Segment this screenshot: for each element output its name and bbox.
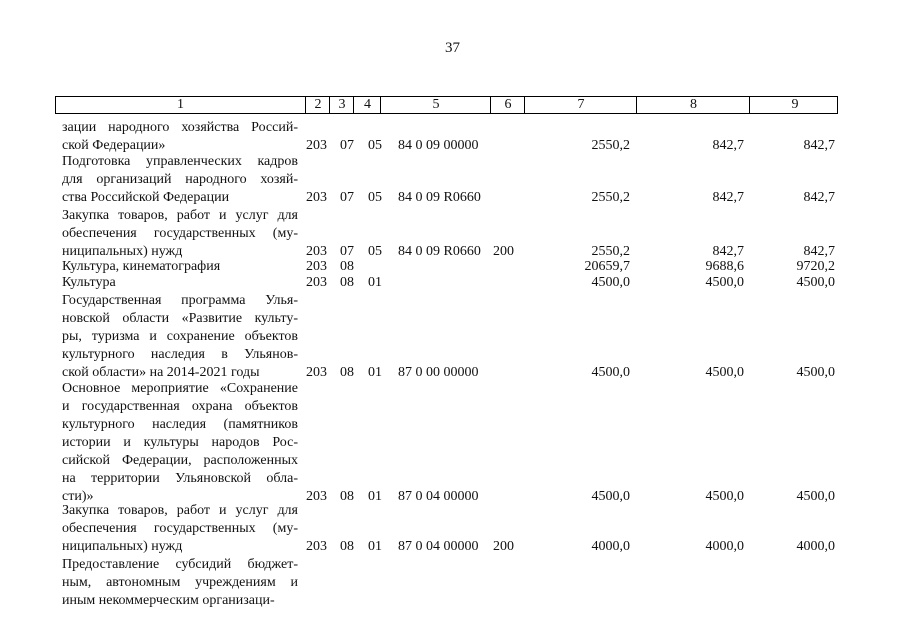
cell-c3: 08 [340, 489, 354, 504]
row-name-line: новской области «Развитие культу- [62, 311, 298, 326]
row-name [62, 502, 298, 556]
cell-c8: 4500,0 [705, 365, 744, 380]
cell-c5: 87 0 04 00000 [398, 539, 479, 554]
row-name [62, 207, 298, 261]
cell-c7: 4500,0 [591, 365, 630, 380]
cell-c9: 4500,0 [796, 489, 835, 504]
header-col-6: 6 [490, 97, 525, 113]
row-name [62, 380, 298, 506]
header-col-9: 9 [749, 97, 840, 113]
row-name-line: культурного наследия в Ульянов- [62, 347, 298, 362]
cell-c9: 842,7 [803, 190, 835, 205]
cell-c4: 05 [368, 190, 382, 205]
row-name-line: ниципальных) нужд [62, 539, 183, 554]
cell-c8: 9688,6 [705, 259, 744, 274]
cell-c2: 203 [306, 539, 327, 554]
row-name-line: Культура, кинематография [62, 259, 221, 274]
header-col-8: 8 [636, 97, 750, 113]
row-name-line: ской Федерации» [62, 138, 166, 153]
row-name-line: ниципальных) нужд [62, 244, 183, 259]
row-name-line: ства Российской Федерации [62, 190, 230, 205]
header-col-5: 5 [380, 97, 491, 113]
cell-c2: 203 [306, 365, 327, 380]
header-col-1: 1 [177, 97, 184, 112]
cell-c2: 203 [306, 259, 327, 274]
cell-c2: 203 [306, 275, 327, 290]
header-col-2: 2 [305, 97, 330, 113]
cell-c7: 2550,2 [591, 244, 630, 259]
cell-c8: 4500,0 [705, 489, 744, 504]
cell-c3: 08 [340, 365, 354, 380]
cell-c9: 9720,2 [796, 259, 835, 274]
cell-c5: 84 0 09 R0660 [398, 190, 481, 205]
row-name-line: Государственная программа Улья- [62, 293, 298, 308]
row-name-line: иным некоммерческим организаци- [62, 593, 275, 608]
cell-c5: 84 0 09 R0660 [398, 244, 481, 259]
cell-c9: 4500,0 [796, 275, 835, 290]
row-name-line: истории и культуры народов Рос- [62, 435, 298, 450]
row-name-line: ской области» на 2014-2021 годы [62, 365, 260, 380]
row-name-line: Предоставление субсидий бюджет- [62, 557, 298, 572]
row-name-line: сти)» [62, 489, 94, 504]
cell-c3: 08 [340, 275, 354, 290]
cell-c7: 20659,7 [584, 259, 630, 274]
cell-c3: 07 [340, 190, 354, 205]
cell-c9: 4000,0 [796, 539, 835, 554]
row-name [62, 119, 298, 155]
cell-c5: 87 0 00 00000 [398, 365, 479, 380]
table-header [55, 96, 838, 114]
cell-c7: 2550,2 [591, 138, 630, 153]
row-name-line: обеспечения государственных (му- [62, 521, 298, 536]
row-name-line: Основное мероприятие «Сохранение [62, 381, 298, 396]
row-name-line: зации народного хозяйства Россий- [62, 120, 298, 135]
row-name-line: обеспечения государственных (му- [62, 226, 298, 241]
cell-c8: 842,7 [712, 190, 744, 205]
row-name [62, 274, 298, 292]
cell-c7: 4500,0 [591, 275, 630, 290]
cell-c4: 01 [368, 365, 382, 380]
cell-c9: 4500,0 [796, 365, 835, 380]
cell-c4: 05 [368, 244, 382, 259]
row-name [62, 153, 298, 207]
cell-c3: 07 [340, 244, 354, 259]
row-name-line: для организаций народного хозяй- [62, 172, 298, 187]
cell-c2: 203 [306, 489, 327, 504]
row-name-line: сийской Федерации, расположенных [62, 453, 298, 468]
cell-c2: 203 [306, 244, 327, 259]
row-name-line: и государственная охрана объектов [62, 399, 298, 414]
row-name-line: ным, автономным учреждениям и [62, 575, 298, 590]
cell-c5: 87 0 04 00000 [398, 489, 479, 504]
cell-c7: 4500,0 [591, 489, 630, 504]
row-name-line: на территории Ульяновской обла- [62, 471, 298, 486]
row-name-line: Закупка товаров, работ и услуг для [62, 503, 298, 518]
cell-c8: 4500,0 [705, 275, 744, 290]
cell-c3: 07 [340, 138, 354, 153]
row-name-line: ры, туризма и сохранение объектов [62, 329, 298, 344]
row-name-line: культурного наследия (памятников [62, 417, 298, 432]
cell-c6: 200 [493, 539, 514, 554]
row-name-line: Закупка товаров, работ и услуг для [62, 208, 298, 223]
row-name [62, 556, 298, 610]
cell-c4: 05 [368, 138, 382, 153]
cell-c8: 842,7 [712, 244, 744, 259]
row-name-line: Культура [62, 275, 116, 290]
cell-c4: 01 [368, 275, 382, 290]
page-number: 37 [445, 40, 460, 56]
cell-c2: 203 [306, 190, 327, 205]
row-name [62, 292, 298, 382]
cell-c9: 842,7 [803, 244, 835, 259]
cell-c8: 842,7 [712, 138, 744, 153]
cell-c4: 01 [368, 539, 382, 554]
cell-c5: 84 0 09 00000 [398, 138, 479, 153]
row-name-line: Подготовка управленческих кадров [62, 154, 298, 169]
cell-c8: 4000,0 [705, 539, 744, 554]
cell-c6: 200 [493, 244, 514, 259]
cell-c3: 08 [340, 539, 354, 554]
cell-c9: 842,7 [803, 138, 835, 153]
header-col-4: 4 [353, 97, 381, 113]
cell-c2: 203 [306, 138, 327, 153]
header-col-7: 7 [524, 97, 637, 113]
cell-c7: 2550,2 [591, 190, 630, 205]
header-col-3: 3 [329, 97, 354, 113]
cell-c7: 4000,0 [591, 539, 630, 554]
cell-c3: 08 [340, 259, 354, 274]
cell-c4: 01 [368, 489, 382, 504]
